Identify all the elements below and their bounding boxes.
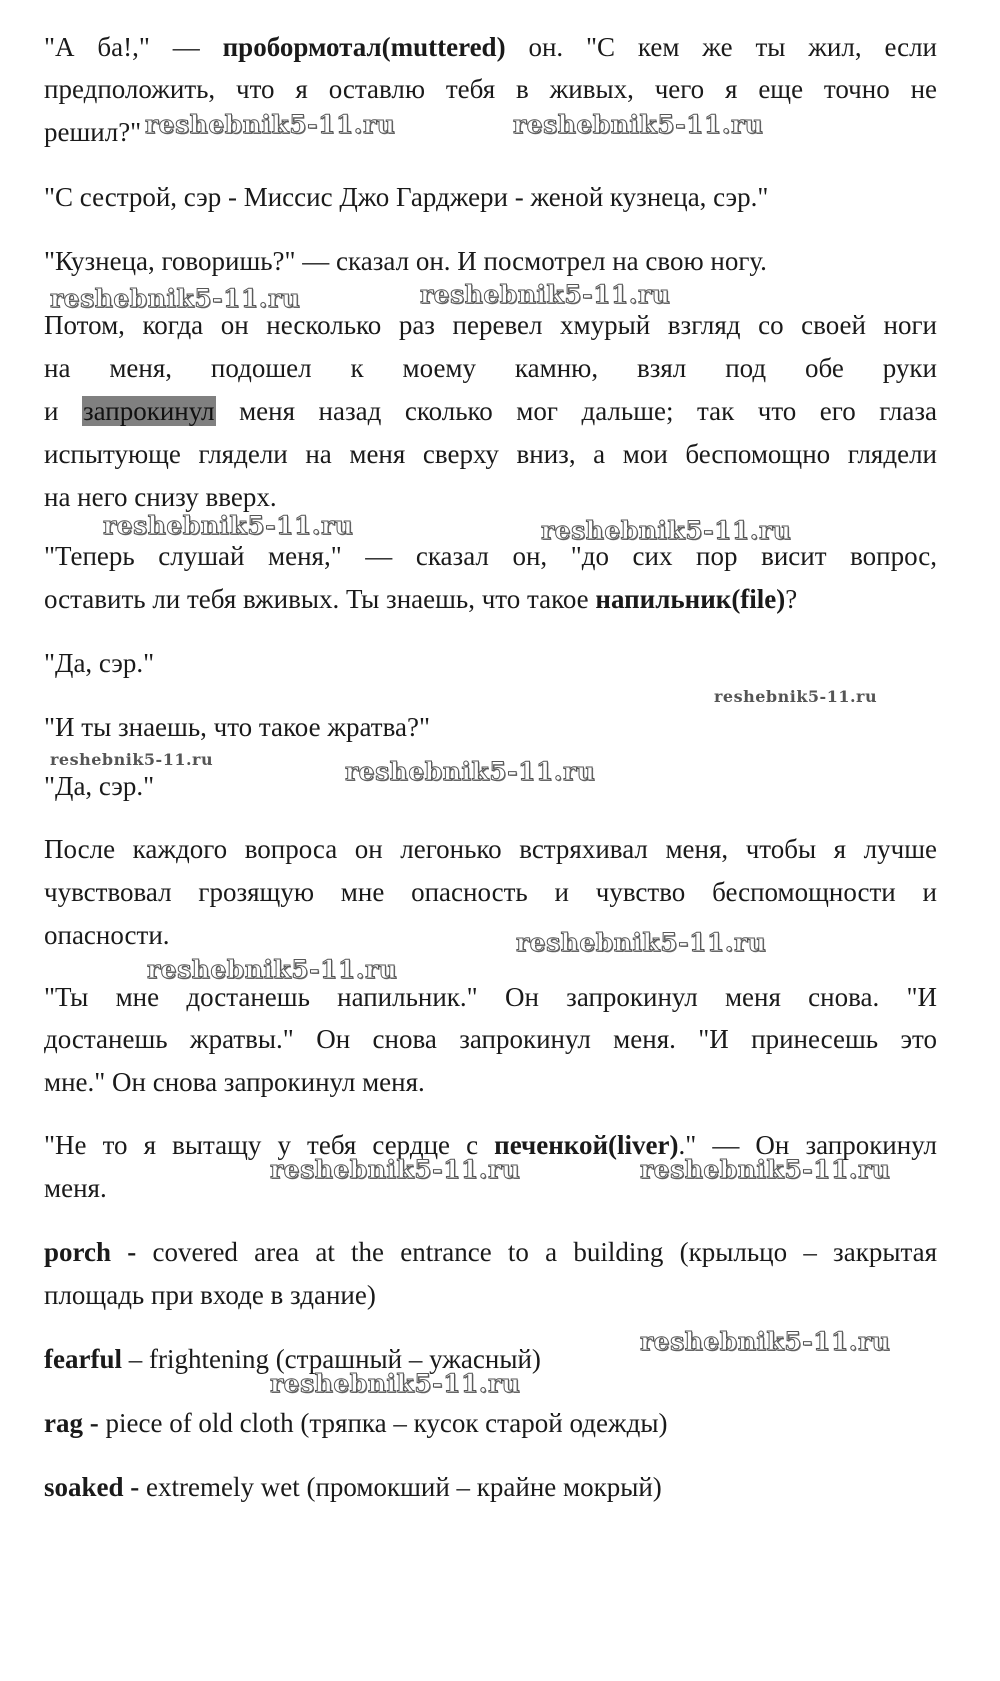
watermark: reshebnik5-11.ru — [516, 928, 767, 957]
vocab-separator: - — [127, 1237, 137, 1267]
vocab-definition: piece of old cloth (тряпка – кусок старой одежды) — [105, 1408, 668, 1438]
watermark: reshebnik5-11.ru — [345, 757, 596, 786]
text-span: ." — Он запрокинул — [678, 1130, 937, 1160]
watermark: reshebnik5-11.ru — [50, 284, 301, 313]
watermark: reshebnik5-11.ru — [714, 687, 878, 706]
vocab-definition: covered area at the entrance to a building (крыльцо – закрытая — [152, 1237, 938, 1267]
text-span: и — [44, 396, 59, 426]
vocab-term: rag — [44, 1408, 83, 1438]
text-span: "А ба!," — — [44, 32, 200, 62]
vocab-separator: - — [89, 1408, 99, 1438]
vocab-separator: - — [130, 1472, 140, 1502]
watermark: reshebnik5-11.ru — [270, 1369, 521, 1398]
text-line: на него снизу вверх. — [44, 482, 277, 512]
vocab-highlight: печенкой(liver) — [494, 1130, 679, 1160]
text-line: достанешь жратвы." Он снова запрокинул меня. "И принесешь это — [44, 1024, 937, 1054]
text-line: решил?" — [44, 117, 142, 147]
text-line: "И ты знаешь, что такое жратва?" — [44, 712, 430, 742]
watermark: reshebnik5-11.ru — [640, 1327, 891, 1356]
vocab-definition: frightening (страшный – ужасный) — [148, 1344, 541, 1374]
text-line: Потом, когда он несколько раз перевел хмурый взгляд со своей ноги — [44, 310, 937, 340]
text-span: "Не то я вытащу у тебя сердце с — [44, 1130, 479, 1160]
text-line: на меня, подошел к моему камню, взял под обе руки — [44, 353, 937, 383]
watermark: reshebnik5-11.ru — [50, 750, 214, 769]
vocab-term: fearful — [44, 1344, 122, 1374]
text-line — [44, 395, 937, 427]
watermark: reshebnik5-11.ru — [541, 516, 792, 545]
watermark: reshebnik5-11.ru — [103, 511, 354, 540]
text-line: После каждого вопроса он легонько встряхивал меня, чтобы я лучше — [44, 834, 937, 864]
text-span: он. "С кем же ты жил, если — [528, 32, 938, 62]
watermark: reshebnik5-11.ru — [270, 1155, 521, 1184]
text-line — [44, 583, 937, 615]
text-line: "Кузнеца, говоришь?" — сказал он. И посмотрел на свою ногу. — [44, 246, 767, 276]
vocab-definition: extremely wet (промокший – крайне мокрый) — [146, 1472, 662, 1502]
text-line: "Теперь слушай меня," — сказал он, "до сих пор висит вопрос, — [44, 541, 937, 571]
text-span: ? — [785, 584, 798, 614]
watermark: reshebnik5-11.ru — [420, 280, 671, 309]
text-span: оставить ли тебя вживых. Ты знаешь, что такое — [44, 584, 589, 614]
watermark: reshebnik5-11.ru — [147, 955, 398, 984]
vocab-highlight: пробормотал(muttered) — [222, 32, 506, 62]
vocab-definition-cont: площадь при входе в здание) — [44, 1280, 376, 1310]
watermark: reshebnik5-11.ru — [640, 1155, 891, 1184]
vocab-separator: – — [128, 1344, 143, 1374]
vocab-entry — [44, 1236, 937, 1268]
text-line: чувствовал грозящую мне опасность и чувство беспомощности и — [44, 877, 937, 907]
text-line: "Да, сэр." — [44, 771, 155, 801]
text-line: "С сестрой, сэр - Миссис Джо Гарджери - женой кузнеца, сэр." — [44, 182, 769, 212]
vocab-term: soaked — [44, 1472, 124, 1502]
highlighted-word: запрокинул — [82, 396, 215, 426]
text-line: предположить, что я оставлю тебя в живых, чего я еще точно не — [44, 74, 937, 104]
watermark: reshebnik5-11.ru — [145, 110, 396, 139]
text-line: "Да, сэр." — [44, 648, 155, 678]
text-line: "Ты мне достанешь напильник." Он запрокинул меня снова. "И — [44, 982, 937, 1012]
text-span: меня назад сколько мог дальше; так что его глаза — [239, 396, 938, 426]
text-line — [44, 31, 937, 63]
text-line: опасности. — [44, 920, 170, 950]
text-line: меня. — [44, 1173, 107, 1203]
watermark: reshebnik5-11.ru — [513, 110, 764, 139]
text-line: мне." Он снова запрокинул меня. — [44, 1067, 425, 1097]
vocab-entry — [44, 1407, 937, 1439]
vocab-term: porch — [44, 1237, 112, 1267]
text-line: испытующе глядели на меня сверху вниз, а мои беспомощно глядели — [44, 439, 937, 469]
vocab-entry — [44, 1471, 937, 1503]
vocab-highlight: напильник(file) — [595, 584, 786, 614]
